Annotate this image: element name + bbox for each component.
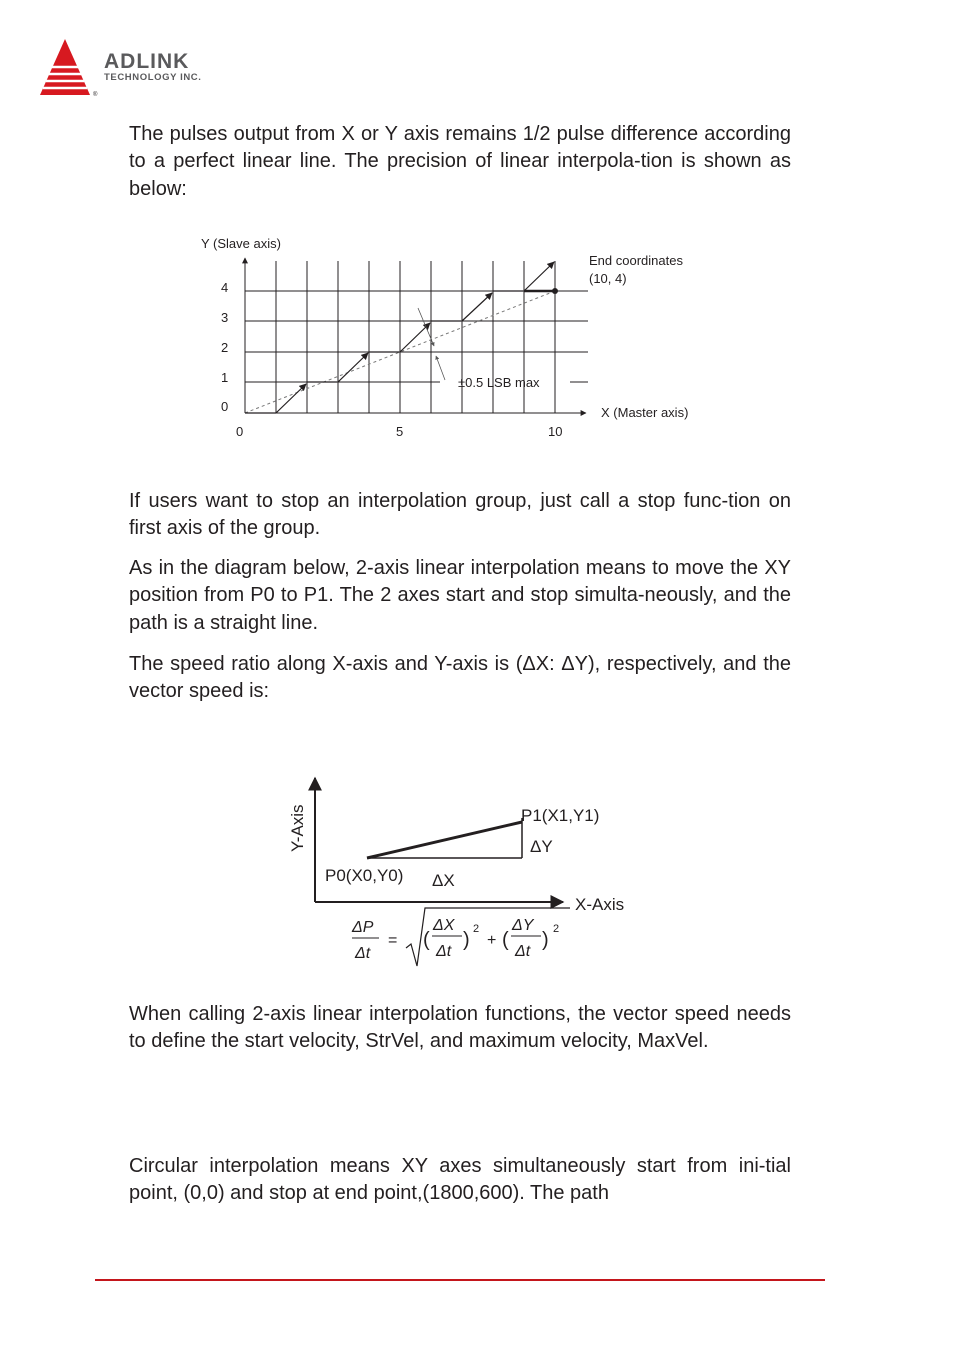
end-coordinates-label: End coordinates [589,253,683,268]
formula-t1-numerator: ΔX [433,917,455,934]
y-tick-label: 0 [221,399,229,414]
svg-text:(: ( [502,929,509,951]
y-tick-label: 3 [221,310,229,325]
delta-y-label: ΔY [530,837,553,856]
brand-name: ADLINK [104,50,190,73]
formula-t2-denominator: Δt [515,943,531,960]
y-axis-label: Y-Axis [288,804,307,852]
figure-linear-interpolation-precision [190,228,720,448]
footer-divider [95,1279,825,1281]
formula-t1-denominator: Δt [436,943,452,960]
x-tick-label: 0 [236,424,244,439]
grid [245,261,588,413]
formula-t2-numerator: ΔY [512,917,534,934]
formula-equals: = [388,932,398,949]
y-axis-label: Y (Slave axis) [201,236,281,251]
interpolation-path [367,822,522,858]
y-tick-label: 1 [221,370,229,385]
formula-plus: + [487,932,497,949]
brand-subtitle: TECHNOLOGY INC. [104,72,202,83]
paragraph-2axis-linear: As in the diagram below, 2-axis linear interpolation means to move the XY position from P0 to P1. The 2 axes start and stop simulta-neously, and the path is a straight line. [129,557,791,634]
figure-2axis-linear-interpolation [280,770,660,975]
formula-lhs-numerator: ΔP [352,919,374,936]
tolerance-label: ±0.5 LSB max [458,375,540,390]
svg-text:): ) [542,929,549,951]
x-axis-label: X-Axis [575,895,625,914]
x-axis-label: X (Master axis) [601,405,689,420]
formula-lhs-denominator: Δt [355,945,371,962]
paragraph-vector-speed: When calling 2-axis linear interpolation functions, the vector speed needs to define the start velocity, StrVel, and maximum velocity, MaxVel. [129,1003,791,1053]
vector-speed-formula [351,908,570,966]
p0-label: P0(X0,Y0) [325,866,404,885]
formula-exponent: 2 [473,923,480,935]
end-coordinates-value: (10, 4) [589,271,627,286]
paragraph-circular-interpolation: Circular interpolation means XY axes simultaneously start from ini-tial point, (0,0) and stop at end point,(1800,600). The path [129,1155,791,1205]
y-tick-label: 2 [221,340,229,355]
formula-exponent: 2 [553,923,560,935]
paragraph-pulse-precision: The pulses output from X or Y axis remains 1/2 pulse difference according to a perfect linear line. The precision of linear interpola-tion is shown as below: [129,123,791,200]
x-tick-label: 5 [396,424,404,439]
p1-label: P1(X1,Y1) [521,806,600,825]
logo-triangle-icon [40,39,90,95]
registered-mark: ® [93,92,98,98]
end-point [552,288,558,294]
x-tick-label: 10 [548,424,563,439]
svg-text:(: ( [423,929,430,951]
paragraph-stop-group: If users want to stop an interpolation group, just call a stop func-tion on first axis of the group. [129,490,791,540]
y-tick-label: 4 [221,280,229,295]
svg-text:): ) [463,929,470,951]
paragraph-speed-ratio: The speed ratio along X-axis and Y-axis is (ΔX: ΔY), respectively, and the vector speed is: [129,653,791,703]
delta-x-label: ΔX [432,871,455,890]
